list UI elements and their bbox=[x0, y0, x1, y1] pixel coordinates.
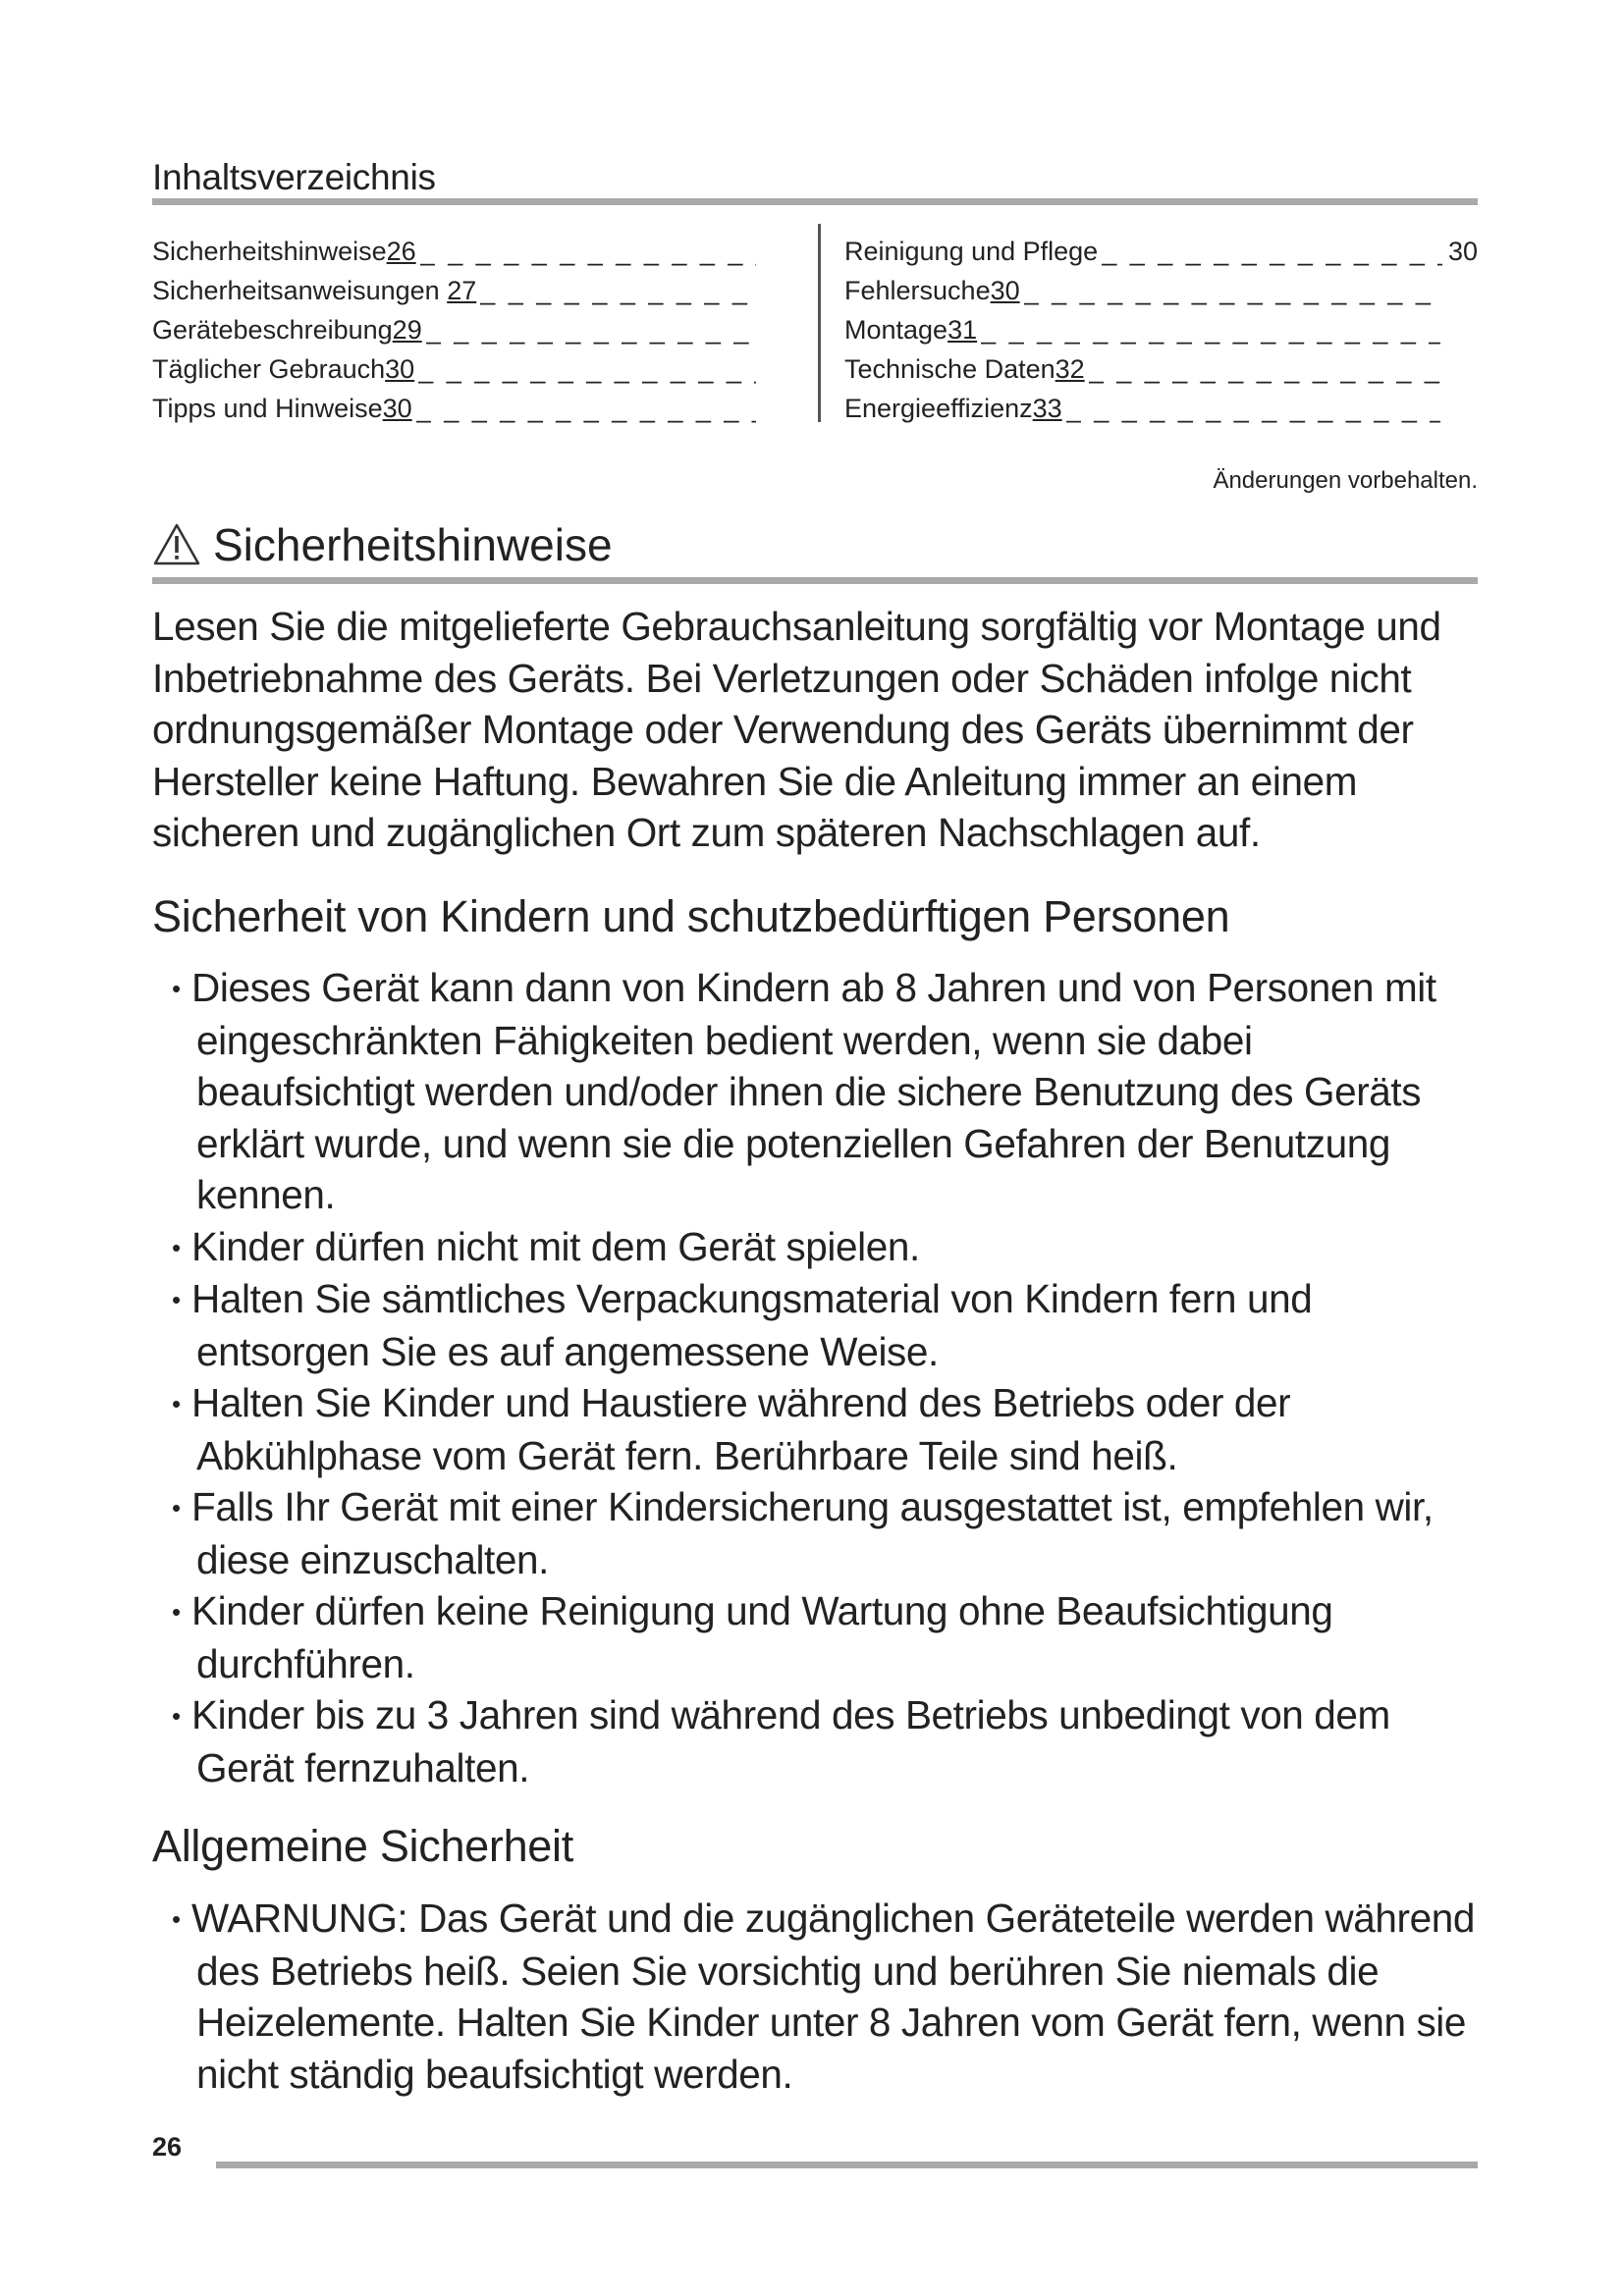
list-item-text: Kinder dürfen keine Reinigung und Wartung ohne Beaufsichtigung durchführen. bbox=[191, 1588, 1333, 1686]
bullet-dot: • bbox=[172, 1597, 181, 1627]
toc-leader bbox=[981, 315, 1440, 346]
list-item bbox=[152, 962, 1478, 1221]
toc-leader bbox=[1066, 394, 1440, 424]
toc-rule bbox=[152, 198, 1478, 205]
toc-entry-page: 26 bbox=[386, 237, 416, 266]
toc-leader bbox=[426, 315, 756, 346]
toc-entry-page: 33 bbox=[1032, 394, 1062, 423]
list-item-text: Dieses Gerät kann dann von Kindern ab 8 Jahren und von Personen mit eingeschränkten Fähigkeiten bedient werden, wenn sie dabei beaufsichtigt werden und/oder ihnen die sichere Benutzung des Geräts erklärt wurde, und wenn sie die potenziellen Gefahren der Benutzung kennen. bbox=[191, 965, 1436, 1217]
page bbox=[152, 0, 1478, 2296]
footer-rule bbox=[216, 2162, 1478, 2168]
bullet-dot: • bbox=[172, 1389, 181, 1418]
toc-entry-label: Sicherheitsanweisungen bbox=[152, 276, 448, 305]
bullet-dot: • bbox=[172, 1232, 181, 1262]
section-heading-text: Sicherheitshinweise bbox=[213, 519, 613, 570]
list-item-text: WARNUNG: Das Gerät und die zugänglichen Geräteteile werden während des Betriebs heiß. Seien Sie vorsichtig und berühren Sie niemals die Heizelemente. Halten Sie Kinder unter 8 Jahren vom Gerät fern, wenn sie nicht ständig beaufsichtigt werden. bbox=[191, 1896, 1476, 2097]
bullet-dot: • bbox=[172, 974, 181, 1003]
list-item-text: Falls Ihr Gerät mit einer Kindersicherung ausgestattet ist, empfehlen wir, diese einzuschalten. bbox=[191, 1484, 1434, 1582]
toc-entry-label: Täglicher Gebrauch bbox=[152, 354, 386, 384]
toc-leader bbox=[1024, 276, 1440, 306]
toc-right-column bbox=[844, 228, 1478, 424]
toc-entry-tipps-und-hinweise[interactable] bbox=[152, 385, 756, 424]
toc-entry-page: 31 bbox=[947, 315, 978, 345]
toc-entry-page: 32 bbox=[1055, 354, 1085, 384]
section-heading-sicherheitshinweise bbox=[152, 518, 613, 571]
warning-triangle-icon bbox=[152, 522, 201, 567]
toc-leader bbox=[420, 237, 756, 267]
toc-entry-taeglicher-gebrauch[interactable] bbox=[152, 346, 756, 385]
subheading-allgemeine-sicherheit: Allgemeine Sicherheit bbox=[152, 1821, 573, 1871]
changes-note: Änderungen vorbehalten. bbox=[1213, 467, 1478, 494]
toc-entry-page: 30 bbox=[382, 394, 412, 423]
toc-entry-page: 30 bbox=[1447, 237, 1478, 266]
page-number: 26 bbox=[152, 2132, 183, 2162]
toc-leader bbox=[418, 354, 756, 385]
list-item bbox=[152, 1481, 1478, 1585]
toc-entry-label: Tipps und Hinweise bbox=[152, 394, 383, 423]
list-item bbox=[152, 1221, 1478, 1274]
toc-entry-geraetebeschreibung[interactable] bbox=[152, 306, 756, 346]
list-item bbox=[152, 1273, 1478, 1377]
toc-entry-page: 30 bbox=[385, 354, 415, 384]
bullet-dot: • bbox=[172, 1701, 181, 1731]
toc-entry-label: Fehlersuche bbox=[844, 276, 991, 305]
toc-entry-sicherheitshinweise[interactable] bbox=[152, 228, 756, 267]
toc-entry-label: Reinigung und Pflege bbox=[844, 237, 1099, 266]
toc-entry-label: Montage bbox=[844, 315, 948, 345]
toc-entry-page: 27 bbox=[447, 276, 477, 305]
toc-title: Inhaltsverzeichnis bbox=[152, 157, 436, 197]
list-item-text: Kinder dürfen nicht mit dem Gerät spielen. bbox=[191, 1223, 920, 1269]
toc-entry-energieeffizienz[interactable] bbox=[844, 385, 1478, 424]
toc-entry-label: Sicherheitshinweise bbox=[152, 237, 387, 266]
section-rule bbox=[152, 577, 1478, 584]
toc-left-column bbox=[152, 228, 756, 424]
toc-entry-reinigung-und-pflege[interactable] bbox=[844, 228, 1478, 267]
toc-entry-page: 30 bbox=[990, 276, 1020, 305]
toc-entry-sicherheitsanweisungen[interactable] bbox=[152, 267, 756, 306]
bullet-list-kinder bbox=[152, 962, 1478, 1793]
list-item-text: Halten Sie Kinder und Haustiere während des Betriebs oder der Abkühlphase vom Gerät fern. Berührbare Teile sind heiß. bbox=[191, 1380, 1291, 1478]
subheading-kinder: Sicherheit von Kindern und schutzbedürftigen Personen bbox=[152, 891, 1230, 941]
intro-paragraph: Lesen Sie die mitgelieferte Gebrauchsanleitung sorgfältig vor Montage und Inbetriebnahme des Geräts. Bei Verletzungen oder Schäden infolge nicht ordnungsgemäßer Montage oder Verwendung des Geräts übernimmt der Hersteller keine Haftung. Bewahren Sie die Anleitung immer an einem sicheren und zugänglichen Ort zum späteren Nachschlagen auf. bbox=[152, 604, 1441, 855]
list-item-text: Kinder bis zu 3 Jahren sind während des Betriebs unbedingt von dem Gerät fernzuhalten. bbox=[191, 1692, 1390, 1790]
bullet-dot: • bbox=[172, 1904, 181, 1934]
toc-leader bbox=[416, 394, 756, 424]
list-item-text: Halten Sie sämtliches Verpackungsmaterial von Kindern fern und entsorgen Sie es auf angemessene Weise. bbox=[191, 1276, 1313, 1374]
toc-leader bbox=[480, 276, 756, 306]
toc-leader bbox=[1089, 354, 1440, 385]
list-item bbox=[152, 1585, 1478, 1689]
toc-entry-fehlersuche[interactable] bbox=[844, 267, 1478, 306]
toc-entry-label: Gerätebeschreibung bbox=[152, 315, 393, 345]
toc-column-divider bbox=[818, 224, 821, 422]
toc-leader bbox=[1102, 237, 1442, 267]
toc-entry-montage[interactable] bbox=[844, 306, 1478, 346]
list-item bbox=[152, 1893, 1478, 2100]
toc-entry-technische-daten[interactable] bbox=[844, 346, 1478, 385]
toc-entry-page: 29 bbox=[392, 315, 422, 345]
toc-entry-label: Technische Daten bbox=[844, 354, 1056, 384]
bullet-list-allgemein bbox=[152, 1893, 1478, 2100]
bullet-dot: • bbox=[172, 1493, 181, 1522]
toc-entry-label: Energieeffizienz bbox=[844, 394, 1033, 423]
bullet-dot: • bbox=[172, 1285, 181, 1314]
list-item bbox=[152, 1689, 1478, 1793]
list-item bbox=[152, 1377, 1478, 1481]
